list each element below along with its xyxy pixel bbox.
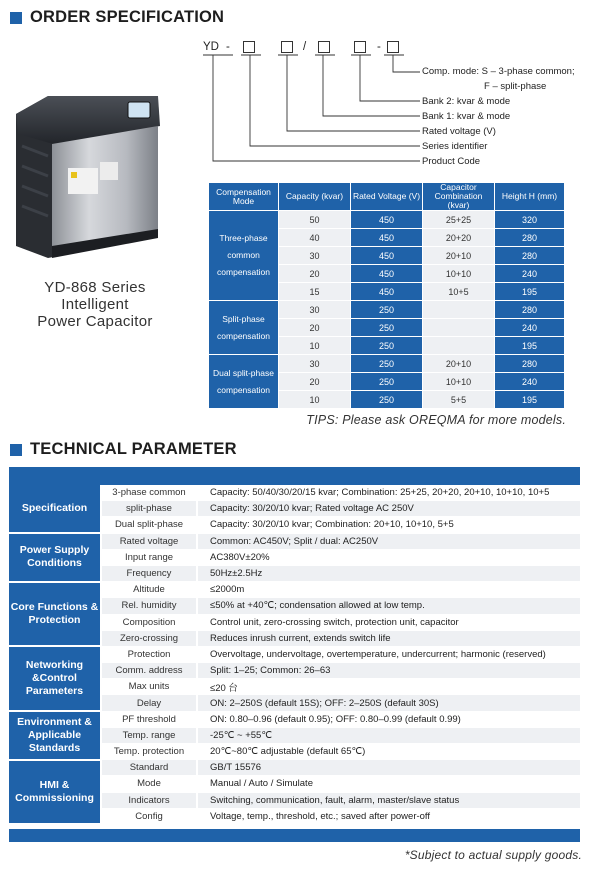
cell: 240 — [495, 319, 565, 337]
cell: 195 — [495, 283, 565, 301]
param-value: Reduces inrush current, extends switch life — [197, 630, 580, 646]
param-value: Split: 1–25; Common: 26–63 — [197, 663, 580, 679]
param-name: Rated voltage — [101, 533, 197, 549]
table-row — [209, 211, 565, 229]
param-value: ON: 2–250S (default 15S); OFF: 2–250S (default 30S) — [197, 695, 580, 711]
cell: 240 — [495, 373, 565, 391]
heading-square-icon — [10, 12, 22, 24]
mode-three-phase: Three-phase common compensation — [209, 211, 279, 301]
mode-split-phase: Split-phase compensation — [209, 301, 279, 355]
param-name: Temp. range — [101, 727, 197, 743]
cell: 280 — [495, 355, 565, 373]
mode-dual-split-phase: Dual split-phase compensation — [209, 355, 279, 409]
cell: 280 — [495, 229, 565, 247]
param-name: Config — [101, 808, 197, 824]
param-name: Frequency — [101, 565, 197, 581]
cat-hmi: HMI & Commissioning — [9, 760, 101, 825]
table-row — [9, 646, 580, 662]
desc-rated-voltage: Rated voltage (V) — [422, 126, 496, 137]
cell: 450 — [351, 247, 423, 265]
cell: 25+25 — [423, 211, 495, 229]
cell: 5+5 — [423, 391, 495, 409]
param-name: Zero-crossing — [101, 630, 197, 646]
desc-product-code: Product Code — [422, 156, 481, 167]
param-value: Voltage, temp., threshold, etc.; saved after power-off — [197, 808, 580, 824]
cell: 195 — [495, 337, 565, 355]
code-box-mode — [387, 41, 399, 53]
cell: 240 — [495, 265, 565, 283]
code-prefix: YD — [203, 41, 219, 53]
param-value: Capacity: 30/20/10 kvar; Rated voltage AC 250V — [197, 501, 580, 517]
cell — [423, 319, 495, 337]
cell: 10+5 — [423, 283, 495, 301]
code-dash-2: - — [377, 41, 381, 53]
param-value: Overvoltage, undervoltage, overtemperature, undercurrent; harmonic (reserved) — [197, 646, 580, 662]
param-value: ≤2000m — [197, 582, 580, 598]
table-row — [9, 582, 580, 598]
cell — [423, 337, 495, 355]
supply-note: *Subject to actual supply goods. — [404, 848, 582, 862]
param-value: 50Hz±2.5Hz — [197, 565, 580, 581]
product-name-line2: Intelligent — [61, 296, 129, 313]
table-row — [209, 301, 565, 319]
cell: 250 — [351, 355, 423, 373]
cell: 50 — [279, 211, 351, 229]
tips-text: TIPS: Please ask OREQMA for more models. — [306, 413, 566, 427]
cell: 30 — [279, 247, 351, 265]
desc-comm-mode-2: F – split-phase — [484, 81, 547, 92]
param-name: split-phase — [101, 501, 197, 517]
cell: 20+20 — [423, 229, 495, 247]
param-name: Mode — [101, 776, 197, 792]
cell: 20+10 — [423, 355, 495, 373]
param-value: Control unit, zero-crossing switch, protection unit, capacitor — [197, 614, 580, 630]
param-name: Composition — [101, 614, 197, 630]
cell: 30 — [279, 355, 351, 373]
cell: 250 — [351, 337, 423, 355]
cell: 280 — [495, 247, 565, 265]
cell: 30 — [279, 301, 351, 319]
product-image — [8, 86, 168, 261]
param-name: Protection — [101, 646, 197, 662]
heading-square-icon — [10, 444, 22, 456]
desc-bank2: Bank 2: kvar & mode — [422, 96, 511, 107]
param-value: GB/T 15576 — [197, 760, 580, 776]
code-box-bank2 — [354, 41, 366, 53]
cat-networking: Networking &Control Parameters — [9, 646, 101, 711]
col-mode: Compensation Mode — [209, 183, 279, 211]
table-row — [9, 760, 580, 776]
order-table-header — [209, 183, 565, 211]
col-combination: Capacitor Combination (kvar) — [423, 183, 495, 211]
cell: 40 — [279, 229, 351, 247]
cell: 450 — [351, 265, 423, 283]
cell: 450 — [351, 211, 423, 229]
cell: 250 — [351, 373, 423, 391]
param-value: ON: 0.80–0.96 (default 0.95); OFF: 0.80–0.99 (default 0.99) — [197, 711, 580, 727]
param-value: ≤50% at +40℃; condensation allowed at low temp. — [197, 598, 580, 614]
tech-param-heading — [10, 440, 237, 459]
code-box-series — [243, 41, 255, 53]
table-row — [9, 485, 580, 501]
param-name: Max units — [101, 679, 197, 695]
param-name: Standard — [101, 760, 197, 776]
table-row — [9, 711, 580, 727]
param-value: -25℃ ~ +55℃ — [197, 727, 580, 743]
cat-specification: Specification — [9, 485, 101, 533]
param-name: Comm. address — [101, 663, 197, 679]
cell: 250 — [351, 301, 423, 319]
table-row — [9, 533, 580, 549]
cat-environment: Environment & Applicable Standards — [9, 711, 101, 760]
cat-core-functions: Core Functions & Protection — [9, 582, 101, 647]
param-name: Dual split-phase — [101, 517, 197, 533]
param-value: AC380V±20% — [197, 549, 580, 565]
cell: 250 — [351, 391, 423, 409]
cell: 450 — [351, 283, 423, 301]
cell: 20 — [279, 319, 351, 337]
col-voltage: Rated Voltage (V) — [351, 183, 423, 211]
tech-param-title: TECHNICAL PARAMETER — [30, 440, 237, 458]
cell: 15 — [279, 283, 351, 301]
tech-table-top-bar — [9, 467, 580, 485]
cell: 195 — [495, 391, 565, 409]
param-value: 20℃~80℃ adjustable (default 65℃) — [197, 744, 580, 760]
param-value: Capacity: 30/20/10 kvar; Combination: 20+10, 10+10, 5+5 — [197, 517, 580, 533]
cell: 10 — [279, 391, 351, 409]
cell: 280 — [495, 301, 565, 319]
cell: 10+10 — [423, 373, 495, 391]
cell: 20+10 — [423, 247, 495, 265]
cell — [423, 301, 495, 319]
product-name-line1: YD-868 Series — [44, 279, 146, 296]
product-name-line3: Power Capacitor — [37, 313, 153, 330]
param-value: Capacity: 50/40/30/20/15 kvar; Combination: 25+25, 20+20, 20+10, 10+10, 10+5 — [197, 485, 580, 501]
product-name — [0, 279, 190, 330]
code-box-voltage — [281, 41, 293, 53]
cell: 250 — [351, 319, 423, 337]
param-name: 3-phase common — [101, 485, 197, 501]
code-box-bank1 — [318, 41, 330, 53]
desc-series: Series identifier — [422, 141, 488, 152]
param-name: Temp. protection — [101, 744, 197, 760]
param-value: Switching, communication, fault, alarm, master/slave status — [197, 792, 580, 808]
order-spec-heading — [10, 8, 224, 27]
code-slash: / — [303, 41, 307, 53]
tech-table — [9, 485, 580, 825]
order-spec-title: ORDER SPECIFICATION — [30, 8, 225, 26]
desc-bank1: Bank 1: kvar & mode — [422, 111, 511, 122]
param-name: Delay — [101, 695, 197, 711]
param-name: Input range — [101, 549, 197, 565]
param-name: Altitude — [101, 582, 197, 598]
param-value: ≤20 台 — [197, 679, 580, 695]
order-table — [208, 182, 565, 409]
col-capacity: Capacity (kvar) — [279, 183, 351, 211]
cell: 10+10 — [423, 265, 495, 283]
param-value: Manual / Auto / Simulate — [197, 776, 580, 792]
cell: 320 — [495, 211, 565, 229]
param-name: PF threshold — [101, 711, 197, 727]
cell: 20 — [279, 373, 351, 391]
param-name: Rel. humidity — [101, 598, 197, 614]
cell: 10 — [279, 337, 351, 355]
code-dash: - — [226, 41, 230, 53]
tech-table-bottom-bar — [9, 829, 580, 842]
param-name: Indicators — [101, 792, 197, 808]
table-row — [209, 355, 565, 373]
param-value: Common: AC450V; Split / dual: AC250V — [197, 533, 580, 549]
col-height: Height H (mm) — [495, 183, 565, 211]
cell: 450 — [351, 229, 423, 247]
cat-power-supply: Power Supply Conditions — [9, 533, 101, 582]
desc-comm-mode-1: Comp. mode: S – 3-phase common; — [422, 66, 575, 77]
cell: 20 — [279, 265, 351, 283]
